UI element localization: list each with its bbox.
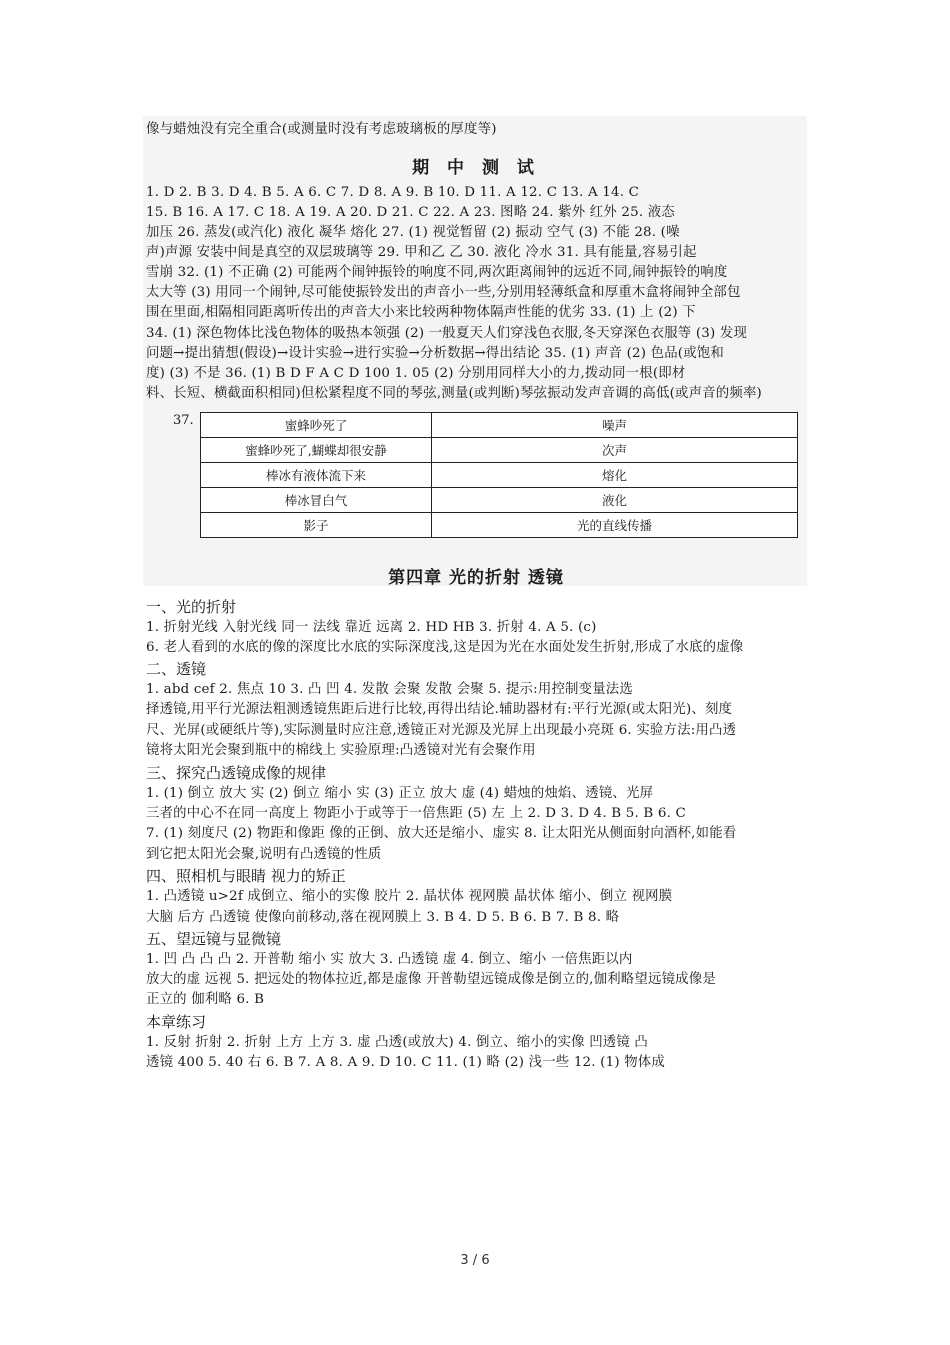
midterm-title: 期 中 测 试 (412, 158, 540, 178)
section-heading: 五、望远镜与显微镜 (146, 930, 282, 948)
chapter-title: 第四章 光的折射 透镜 (388, 568, 564, 588)
section-line: 镜将太阳光会聚到瓶中的棉线上 实验原理:凸透镜对光有会聚作用 (146, 743, 536, 758)
section-line: 6. 老人看到的水底的像的深度比水底的实际深度浅,这是因为光在水面处发生折射,形成了水底的虚像 (146, 640, 744, 655)
section-line: 到它把太阳光会聚,说明有凸透镜的性质 (146, 847, 382, 862)
table-cell: 次声 (432, 438, 798, 463)
table-cell: 棒冰冒白气 (201, 488, 432, 513)
section-line: 1. (1) 倒立 放大 实 (2) 倒立 缩小 实 (3) 正立 放大 虚 (4) 蜡烛的烛焰、透镜、光屏 (146, 786, 654, 801)
table-cell: 噪声 (432, 413, 798, 438)
section-line: 1. 凸透镜 u>2f 成倒立、缩小的实像 胶片 2. 晶状体 视网膜 晶状体 缩小、倒立 视网膜 (146, 889, 673, 904)
section-line: 透镜 400 5. 40 右 6. B 7. A 8. A 9. D 10. C 11. (1) 略 (2) 浅一些 12. (1) 物体成 (146, 1055, 665, 1070)
table-cell: 液化 (432, 488, 798, 513)
section-line: 1. abd cef 2. 焦点 10 3. 凸 凹 4. 发散 会聚 发散 会聚 5. 提示:用控制变量法选 (146, 682, 633, 697)
answer-table-37 (200, 412, 798, 538)
page-number: 3 / 6 (460, 1253, 490, 1268)
table-row (201, 413, 798, 438)
midterm-line: 1. D 2. B 3. D 4. B 5. A 6. C 7. D 8. A 9. B 10. D 11. A 12. C 13. A 14. C (146, 185, 640, 200)
midterm-line: 15. B 16. A 17. C 18. A 19. A 20. D 21. C 22. A 23. 图略 24. 紫外 红外 25. 液态 (146, 205, 675, 220)
midterm-line: 料、长短、横截面积相同)但松紧程度不同的琴弦,测量(或判断)琴弦振动发声音调的高低(或声音的频率) (146, 386, 762, 401)
section-line: 1. 反射 折射 2. 折射 上方 上方 3. 虚 凸透(或放大) 4. 倒立、缩小的实像 凹透镜 凸 (146, 1035, 649, 1050)
table-cell: 熔化 (432, 463, 798, 488)
section-line: 正立的 伽利略 6. B (146, 992, 265, 1007)
midterm-line: 34. (1) 深色物体比浅色物体的吸热本领强 (2) 一般夏天人们穿浅色衣服,冬天穿深色衣服等 (3) 发现 (146, 326, 748, 341)
midterm-line: 度) (3) 不是 36. (1) B D F A C D 100 1. 05 (2) 分别用同样大小的力,拨动同一根(即材 (146, 366, 686, 381)
midterm-line: 问题→提出猜想(假设)→设计实验→进行实验→分析数据→得出结论 35. (1) 声音 (2) 色品(或饱和 (146, 346, 724, 361)
section-heading: 四、照相机与眼睛 视力的矫正 (146, 867, 346, 885)
section-line: 1. 凹 凸 凸 凸 2. 开普勒 缩小 实 放大 3. 凸透镜 虚 4. 倒立、缩小 一倍焦距以内 (146, 952, 633, 967)
section-heading: 三、探究凸透镜成像的规律 (146, 764, 327, 782)
midterm-line: 太大等 (3) 用同一个闹钟,尽可能使振铃发出的声音小一些,分别用轻薄纸盒和厚重木盒将闹钟全部包 (146, 285, 741, 300)
section-line: 7. (1) 刻度尺 (2) 物距和像距 像的正倒、放大还是缩小、虚实 8. 让太阳光从侧面射向酒杯,如能看 (146, 826, 737, 841)
section-heading: 二、透镜 (146, 660, 207, 678)
top-line: 像与蜡烛没有完全重合(或测量时没有考虑玻璃板的厚度等) (146, 122, 497, 137)
midterm-line: 声)声源 安装中间是真空的双层玻璃等 29. 甲和乙 乙 30. 液化 冷水 31. 具有能量,容易引起 (146, 245, 697, 260)
section-line: 大脑 后方 凸透镜 使像向前移动,落在视网膜上 3. B 4. D 5. B 6. B 7. B 8. 略 (146, 910, 620, 925)
midterm-line: 雪崩 32. (1) 不正确 (2) 可能两个闹钟振铃的响度不同,两次距离闹钟的远近不同,闹钟振铃的响度 (146, 265, 728, 280)
section-line: 三者的中心不在同一高度上 物距小于或等于一倍焦距 (5) 左 上 2. D 3. D 4. B 5. B 6. C (146, 806, 687, 821)
question-37-label: 37. (173, 413, 194, 428)
section-heading: 本章练习 (146, 1013, 207, 1031)
table-row (201, 488, 798, 513)
table-row (201, 513, 798, 538)
section-line: 放大的虚 远视 5. 把远处的物体拉近,都是虚像 开普勒望远镜成像是倒立的,伽利略望远镜成像是 (146, 972, 716, 987)
table-cell: 影子 (201, 513, 432, 538)
section-heading: 一、光的折射 (146, 598, 237, 616)
midterm-line: 加压 26. 蒸发(或汽化) 液化 凝华 熔化 27. (1) 视觉暂留 (2) 振动 空气 (3) 不能 28. (噪 (146, 225, 680, 240)
table-row (201, 463, 798, 488)
midterm-line: 围在里面,相隔相同距离听传出的声音大小来比较两种物体隔声性能的优劣 33. (1) 上 (2) 下 (146, 305, 696, 320)
section-line: 1. 折射光线 入射光线 同一 法线 靠近 远离 2. HD HB 3. 折射 4. A 5. (c) (146, 620, 597, 635)
table-cell: 棒冰有液体流下来 (201, 463, 432, 488)
table-row (201, 438, 798, 463)
section-line: 择透镜,用平行光源法粗测透镜焦距后进行比较,再得出结论.辅助器材有:平行光源(或太阳光)、刻度 (146, 702, 733, 717)
table-cell: 蜜蜂吵死了 (201, 413, 432, 438)
table-cell: 光的直线传播 (432, 513, 798, 538)
table-cell: 蜜蜂吵死了,蝴蝶却很安静 (201, 438, 432, 463)
section-line: 尺、光屏(或硬纸片等),实际测量时应注意,透镜正对光源及光屏上出现最小亮斑 6. 实验方法:用凸透 (146, 723, 737, 738)
